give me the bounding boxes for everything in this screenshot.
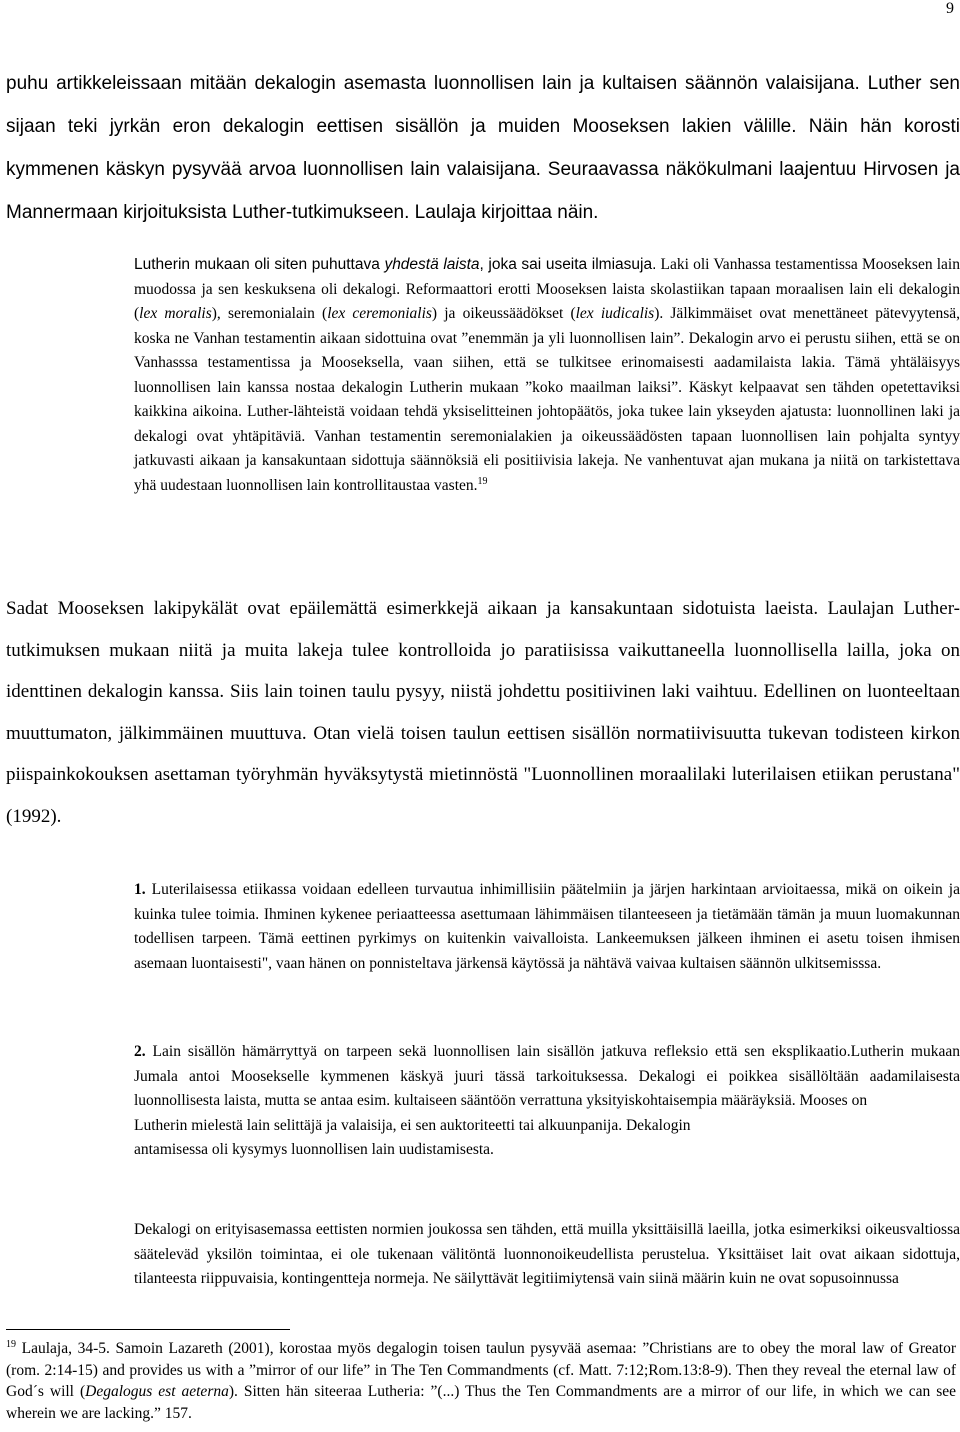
closing-paragraph: Dekalogi on erityisasemassa eettisten normien joukossa sen tähden, että muilla yksittäisillä laeilla, jotka esimerkiksi oikeusvaltiossa sääteleväd yksilön toimintaa, ei ole tukenaan välitöntä luonnonoikeudellista perustelua. Yksittäiset lait ovat aikaan sidottuja, tilanteesta riippuvaisia, kontingentteja normeja. Ne säilyttävät legitiimiytensä vain siinä määrin kuin ne ovat sopusoinnussa	[134, 1221, 960, 1287]
list-item-2-text-2: Lutherin mukaan Jumala antoi Moosekselle kymmenen käskyä juuri tässä tarkoituksessa.	[134, 1043, 960, 1085]
block-quote	[134, 253, 960, 498]
quote-italic-lex-iudicalis: lex iudicalis	[575, 305, 655, 322]
quote-text-1c: , joka sai useita ilmiasuja.	[479, 256, 657, 273]
list-item-2	[134, 1040, 960, 1163]
list-item-2-text-3: Dekalogi ei poikkea sisällöltään aadamilaisesta luonnollisesta laista, mutta se antaa esim. kultaiseen sääntöön verrattuna yksityiskohtaisempia määräyksiä. Mooses on	[134, 1067, 960, 1109]
quote-text-2b: Reformaattori erotti Mooseksen laista skolastiikan tapaan moraalisen lain eli dekalogin (	[134, 280, 960, 322]
list-item-2-text-1: Lain sisällön hämärryttyä on tarpeen sekä luonnollisen lain sisällön jatkuva refleksio että sen eksplikaatio.	[145, 1043, 851, 1060]
list-item-2-line-1	[134, 1040, 960, 1114]
footnote-italic: Degalogus est aeterna	[85, 1383, 229, 1400]
quote-italic-yhdesta-laista: yhdestä laista	[384, 256, 480, 273]
footnote-text-a: Laulaja, 34-5. Samoin Lazareth (2001), korostaa myös degalogin toisen taulun pysyvää asemaa: ”Christians are to obey the moral law of Greator (rom. 2:14-15) and provides us with a ”mirror of our life” in The Ten Commandments (cf. Matt. 7:12;Rom.13:8-9). Then they reveal the eternal law of God´s will (	[6, 1340, 956, 1400]
intro-paragraph: puhu artikkeleissaan mitään dekalogin asemasta luonnollisen lain ja kultaisen säännön valaisijana. Luther sen sijaan teki jyrkän eron dekalogin eettisen sisällön ja muiden Mooseksen lakien välille. Näin hän korosti kymmenen käskyn pysyvää arvoa luonnollisen lain valaisijana. Seuraavassa näkökulmani laajentuu Hirvosen ja Mannermaan kirjoituksista Luther-tutkimukseen. Laulaja kirjoittaa näin.	[6, 73, 960, 223]
quote-text-2e: ). Jälkimmäiset ovat menettäneet pätevyytensä, koska ne Vanhan testamentin aikaan sidottuina ovat ”enemmän ja yli luonnollisen lain”. Dekalogin arvo ei perustu siihen, että se on Vanhasssa testamentissa ja Mooseksella, vaan siihen, että se tulkitsee erinomaisesti aadamilaista lakia. Tämä yhtäläisyys luonnollisen lain kanssa nostaa dekalogin Lutherin mukaan ”koko maailman laiksi”. Käskyt kelpaavat sen tähden opetettaviksi kaikkina aikoina. Luther-lähteistä voidaan tehdä yksiselitteinen johtopäätös, joka tukee lain ykseyden ajatusta: luonnollinen laki ja dekalogi ovat yhtäpitäviä. Vanhan testamentin seremonialakien ja oikeussäädösten tapaan luonnollisen lain pohjalta syntyy jatkuvasti aikaan ja kansakuntaan sidottuja säännöksiä eli positiivisia lakeja. Ne vanhentuvat ajan mukana ja niitä on tarkistettava yhä uudestaan luonnollisen lain kontrollitaustaa vasten.	[134, 305, 960, 494]
footnote-19	[6, 1338, 956, 1424]
quote-italic-lex-ceremonialis: lex ceremonialis	[327, 305, 432, 322]
quote-text-1a: Lutherin mukaan oli siten puhuttava	[134, 256, 385, 273]
footnote-text-b: ). Sitten hän siteeraa Lutheria: ”(...) Thus the Ten Commandments are a mirror of our life, in which we can see wherein we are lacking.” 157.	[6, 1383, 956, 1422]
list-item-1-text: Luterilaisessa etiikassa voidaan edelleen turvautua inhimillisiin päätelmiin ja järjen harkintaan arvioitaessa, mikä on oikein ja kuinka tulee toimia. Ihminen kykenee periaatteessa asettumaan lähimmäisen tilanteeseen ja tietämään tämän ja muun luomakunnan todellisen tarpeen. Tämä eettinen pyrkimys on kuitenkin vaivalloista. Lankeemuksen jälkeen ihminen ei asetu toisen ihmisen asemaan luontaisesti", vaan hänen on ponnisteltava järkensä käytössä ja nähtävä vaivaa kultaisen säännön ulkitsemisssa.	[134, 881, 960, 972]
list-item-1-number: 1.	[134, 881, 146, 898]
page-number: 9	[946, 0, 954, 17]
body-paragraph: Sadat Mooseksen lakipykälät ovat epäilemättä esimerkkejä aikaan ja kansakuntaan sidotuista laeista. Laulajan Luther-tutkimuksen mukaan niitä ja muita lakeja tulee kontrolloida jo paratiisissa vaikuttaneella luonnollisella lailla, joka on identtinen dekalogin kanssa. Siis lain toinen taulu pysyy, niistä johdettu positiivinen laki vaihtuu. Edellinen on luonteeltaan muuttumaton, jälkimmäinen muuttuva. Otan vielä toisen taulun eettisen sisällön normatiivisuutta tukevan todisteen kirkon piispainkokouksen asettaman työryhmän hyväksytystä mietinnöstä "Luonnollinen moraalilaki luterilaisen etiikan perustana" (1992).	[6, 598, 960, 827]
list-item-2-line-4: Lutherin mielestä lain selittäjä ja valaisija, ei sen auktoriteetti tai alkuunpanija. Dekalogin	[134, 1116, 691, 1134]
quote-text-2c: ), seremonialain (	[211, 305, 328, 322]
quote-text-2a: Laki oli Vanhassa testamentissa Mooseksen lain muodossa ja sen keskuksena oli dekalogi.	[134, 256, 960, 298]
quote-italic-lex-moralis: lex moralis	[139, 305, 212, 322]
quote-text-2d: ) ja oikeussäädökset (	[431, 305, 576, 322]
footnote-number: 19	[6, 1338, 16, 1350]
footnote-separator	[6, 1329, 290, 1330]
footnote-reference[interactable]: 19	[477, 475, 488, 487]
list-item-2-number: 2.	[134, 1043, 146, 1060]
list-item-2-line-5: antamisessa oli kysymys luonnollisen lain uudistamisesta.	[134, 1141, 494, 1158]
list-item-1	[134, 878, 960, 976]
